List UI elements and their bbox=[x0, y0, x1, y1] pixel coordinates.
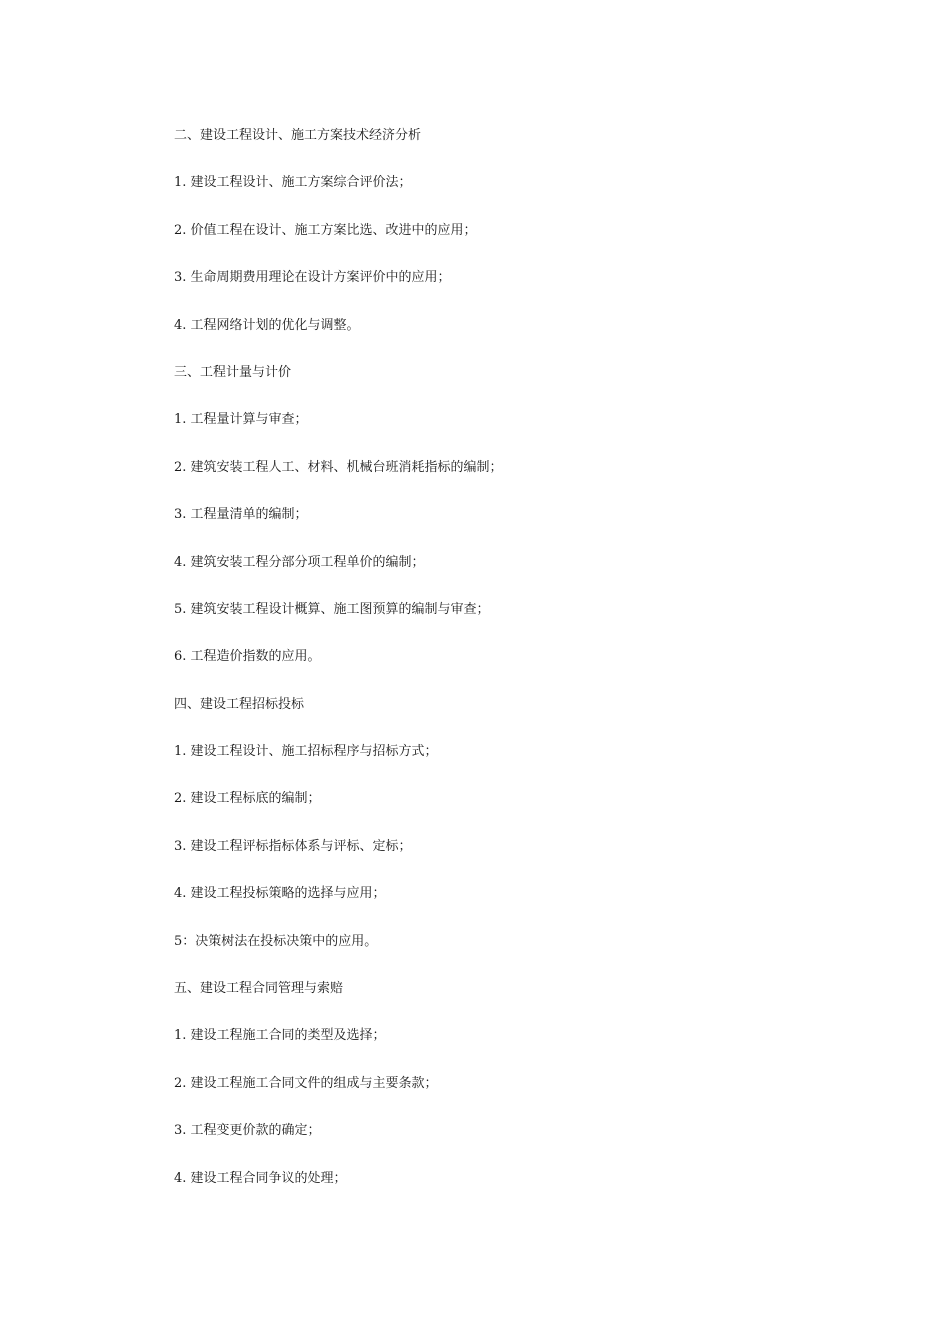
list-item: 2. 建设工程标底的编制； bbox=[174, 791, 321, 807]
list-item: 6. 工程造价指数的应用。 bbox=[174, 649, 321, 665]
section-heading-2: 二、建设工程设计、施工方案技术经济分析 bbox=[174, 128, 422, 143]
list-item: 1. 建设工程设计、施工招标程序与招标方式； bbox=[174, 744, 438, 760]
list-item: 5：决策树法在投标决策中的应用。 bbox=[174, 933, 378, 949]
list-item: 1. 建设工程施工合同的类型及选择； bbox=[174, 1028, 386, 1044]
list-item: 1. 建设工程设计、施工方案综合评价法； bbox=[174, 175, 412, 191]
list-item: 3. 工程量清单的编制； bbox=[174, 507, 308, 523]
section-heading-3: 三、工程计量与计价 bbox=[174, 364, 292, 380]
list-item: 4. 建设工程投标策略的选择与应用； bbox=[174, 886, 386, 902]
list-item: 4. 建设工程合同争议的处理； bbox=[174, 1170, 347, 1186]
section-heading-5: 五、建设工程合同管理与索赔 bbox=[174, 981, 344, 997]
list-item: 4. 建筑安装工程分部分项工程单价的编制； bbox=[174, 554, 425, 570]
list-item: 5. 建筑安装工程设计概算、施工图预算的编制与审查； bbox=[174, 601, 490, 617]
document-body bbox=[174, 126, 874, 1216]
list-item: 2. 建设工程施工合同文件的组成与主要条款； bbox=[174, 1075, 438, 1091]
list-item: 3. 生命周期费用理论在设计方案评价中的应用； bbox=[174, 270, 451, 286]
list-item: 2. 价值工程在设计、施工方案比选、改进中的应用； bbox=[174, 222, 477, 238]
list-item: 3. 建设工程评标指标体系与评标、定标； bbox=[174, 838, 412, 854]
list-item: 2. 建筑安装工程人工、材料、机械台班消耗指标的编制； bbox=[174, 459, 503, 475]
list-item: 4. 工程网络计划的优化与调整。 bbox=[174, 317, 360, 333]
section-heading-4: 四、建设工程招标投标 bbox=[174, 696, 305, 712]
list-item: 1. 工程量计算与审查； bbox=[174, 412, 308, 428]
list-item: 3. 工程变更价款的确定； bbox=[174, 1123, 321, 1139]
